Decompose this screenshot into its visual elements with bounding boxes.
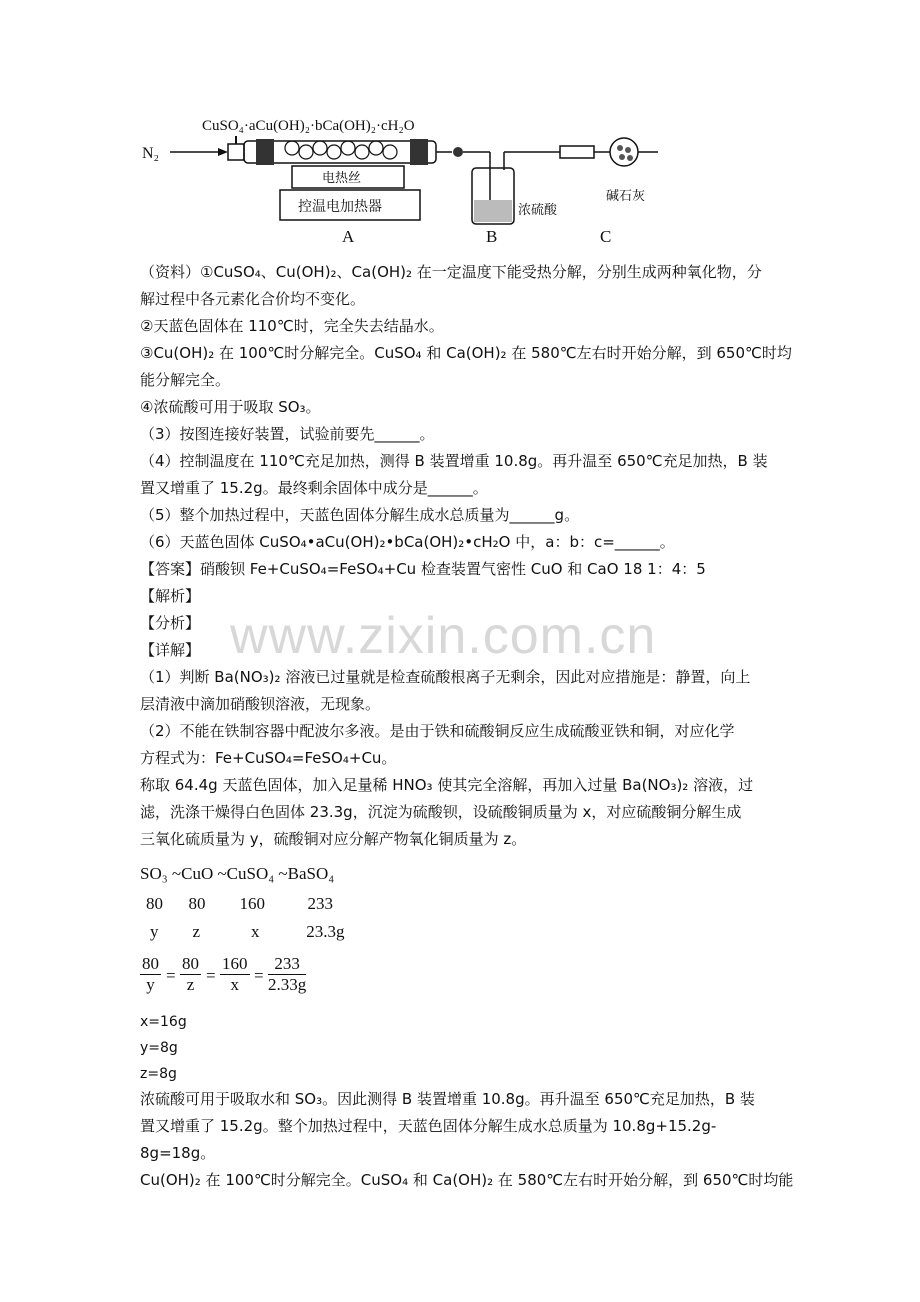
question-4: （4）控制温度在 110℃充足加热，测得 B 装置增重 10.8g。再升温至 650℃充足加热，B 装 xyxy=(140,452,768,470)
text-line: 滤，洗涤干燥得白色固体 23.3g，沉淀为硫酸钡，设硫酸铜质量为 x，对应硫酸铜分解生成 xyxy=(140,803,742,821)
label-a: A xyxy=(342,227,355,246)
answer-line: 【答案】硝酸钡 Fe+CuSO₄=FeSO₄+Cu 检查装置气密性 CuO 和 CaO 18 1：4：5 xyxy=(140,560,706,578)
equation-chain: SO₃ ~CuO ~CuSO₄ ~BaSO₄ xyxy=(140,864,335,883)
result-y: y=8g xyxy=(140,1040,178,1056)
text-line: 置又增重了 15.2g。整个加热过程中，天蓝色固体分解生成水总质量为 10.8g+15.2g- xyxy=(140,1117,717,1135)
text-line: 置又增重了 15.2g。最终剩余固体中成分是______。 xyxy=(140,479,488,497)
fraction-3: $\frac{160}{x}$ xyxy=(222,954,248,994)
apparatus-diagram xyxy=(140,108,680,248)
equals-sign: = xyxy=(254,966,264,985)
text-line: 层清液中滴加硝酸钡溶液，无现象。 xyxy=(140,695,381,713)
text-line: 浓硫酸可用于吸取水和 SO₃。因此测得 B 装置增重 10.8g。再升温至 650℃充足加热，B 装 xyxy=(140,1090,755,1108)
text-line: 8g=18g。 xyxy=(140,1144,216,1162)
question-3: （3）按图连接好装置，试验前要先______。 xyxy=(140,425,435,443)
heater-box-label: 控温电加热器 xyxy=(298,199,382,215)
text-line: ③Cu(OH)₂ 在 100℃时分解完全。CuSO₄ 和 Ca(OH)₂ 在 580℃左右时开始分解，到 650℃时均 xyxy=(140,344,792,362)
text-line: （资料）①CuSO₄、Cu(OH)₂、Ca(OH)₂ 在一定温度下能受热分解，分别生成两种氧化物，分 xyxy=(140,263,762,281)
section-analysis: 【解析】 xyxy=(140,587,201,605)
fraction-1: $\frac{80}{y}$ xyxy=(142,954,159,994)
result-x: x=16g xyxy=(140,1014,187,1030)
heater-wire-label: 电热丝 xyxy=(322,171,362,186)
text-line: ②天蓝色固体在 110℃时，完全失去结晶水。 xyxy=(140,317,444,335)
text-line: 三氧化硫质量为 y，硫酸铜对应分解产物氧化铜质量为 z。 xyxy=(140,830,527,848)
text-line: Cu(OH)₂ 在 100℃时分解完全。CuSO₄ 和 Ca(OH)₂ 在 580℃左右时开始分解，到 650℃时均能 xyxy=(140,1171,794,1189)
lime-label: 碱石灰 xyxy=(606,189,646,204)
n2-label: N₂ xyxy=(142,145,160,162)
result-z: z=8g xyxy=(140,1066,177,1082)
text-line: （1）判断 Ba(NO₃)₂ 溶液已过量就是检查硫酸根离子无剩余，因此对应措施是：静置，向上 xyxy=(140,668,751,686)
watermark: www.zixin.com.cn xyxy=(230,607,657,665)
label-c: C xyxy=(600,227,612,246)
question-6: （6）天蓝色固体 CuSO₄•aCu(OH)₂•bCa(OH)₂•cH₂O 中，a：b：c=______。 xyxy=(140,533,675,551)
section-detail: 【详解】 xyxy=(140,641,201,659)
equals-sign: = xyxy=(166,966,176,985)
question-5: （5）整个加热过程中，天蓝色固体分解生成水总质量为______g。 xyxy=(140,506,580,524)
text-line: 解过程中各元素化合价均不变化。 xyxy=(140,290,366,308)
equation-unknowns: y z x 23.3g xyxy=(150,922,345,941)
label-b: B xyxy=(486,227,498,246)
section-fenxi: 【分析】 xyxy=(140,614,201,632)
text-line: 称取 64.4g 天蓝色固体，加入足量稀 HNO₃ 使其完全溶解，再加入过量 Ba(NO₃)₂ 溶液，过 xyxy=(140,776,754,794)
formula-label: CuSO₄·aCu(OH)₂·bCa(OH)₂·cH₂O xyxy=(202,118,415,134)
fraction-2: $\frac{80}{z}$ xyxy=(182,954,199,994)
equation-values: 80 80 160 233 xyxy=(146,894,333,913)
text-line: 能分解完全。 xyxy=(140,371,231,389)
text-line: 方程式为：Fe+CuSO₄=FeSO₄+Cu。 xyxy=(140,749,397,767)
acid-label: 浓硫酸 xyxy=(518,203,558,218)
fraction-4: $\frac{233}{2.33g}$ xyxy=(268,954,307,994)
equals-sign: = xyxy=(206,966,216,985)
text-line: ④浓硫酸可用于吸取 SO₃。 xyxy=(140,398,321,416)
text-line: （2）不能在铁制容器中配波尔多液。是由于铁和硫酸铜反应生成硫酸亚铁和铜，对应化学 xyxy=(140,722,735,740)
